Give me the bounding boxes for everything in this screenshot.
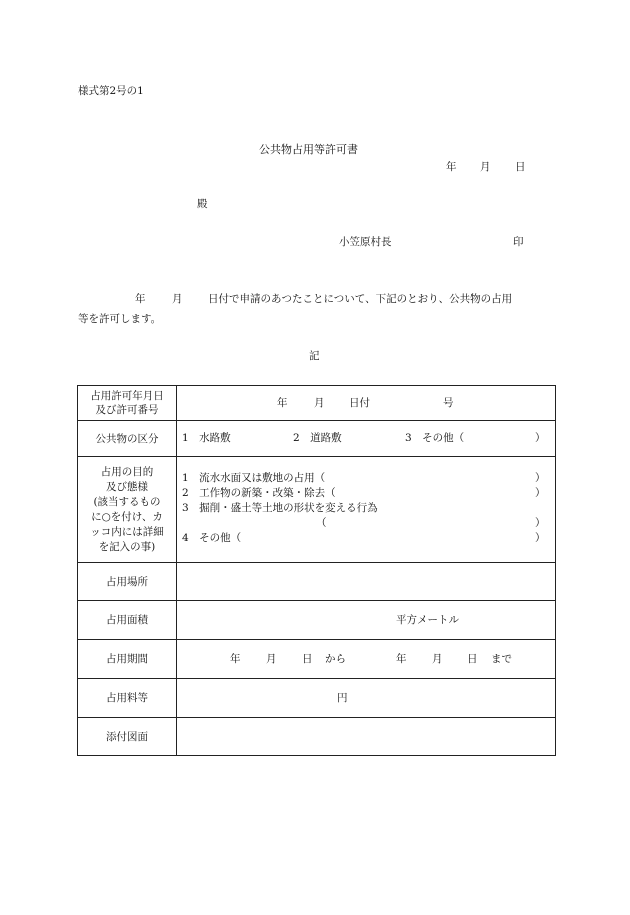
body-text-rest: 日付で申請のあつたことについて、下記のとおり、公共物の占用 — [208, 293, 513, 305]
category-option-2: 2 道路敷 — [293, 432, 342, 444]
value-purpose[interactable] — [177, 457, 556, 563]
header-date-year: 年 — [446, 161, 457, 173]
value-area[interactable] — [177, 601, 556, 640]
period-from: から — [325, 653, 346, 665]
label-period: 占用期間 — [78, 640, 177, 679]
label-permit-date-line1: 占用許可年月日 — [90, 390, 164, 402]
category-close-paren: ） — [535, 432, 546, 444]
body-year: 年 — [135, 293, 146, 305]
period-end-year: 年 — [396, 653, 407, 665]
value-public-category[interactable] — [177, 421, 556, 457]
period-end-month: 月 — [432, 653, 443, 665]
label-purpose-line: を記入の事) — [98, 540, 156, 553]
label-purpose-line: ッコ内には詳細 — [90, 525, 164, 538]
row-permit-date — [78, 386, 556, 421]
label-purpose-line: に○を付け、カ — [91, 510, 163, 523]
row-location — [78, 563, 556, 601]
purpose-item-4: 4 その他（ — [182, 532, 242, 544]
value-period[interactable] — [177, 640, 556, 679]
permit-year: 年 — [277, 397, 288, 409]
fee-unit: 円 — [337, 692, 348, 704]
value-permit-date[interactable] — [177, 386, 556, 421]
area-unit: 平方メートル — [396, 614, 459, 626]
purpose-item-1-close: ） — [535, 472, 546, 484]
label-area: 占用面積 — [78, 601, 177, 640]
label-purpose-line: 及び態様 — [106, 480, 148, 493]
label-location: 占用場所 — [78, 563, 177, 601]
label-public-category: 公共物の区分 — [78, 421, 177, 457]
period-end-day: 日 — [467, 653, 478, 665]
purpose-item-4-close: ） — [535, 532, 546, 544]
seal-mark: 印 — [513, 236, 524, 248]
label-permit-date — [78, 386, 177, 421]
value-location[interactable] — [177, 563, 556, 601]
period-start-year: 年 — [230, 653, 241, 665]
permit-month: 月 — [314, 397, 325, 409]
value-attachment[interactable] — [177, 718, 556, 756]
row-purpose — [78, 457, 556, 563]
label-purpose — [78, 457, 177, 563]
permit-day-date: 日付 — [349, 397, 370, 409]
row-attachment — [78, 718, 556, 756]
document-title: 公共物占用等許可書 — [259, 143, 358, 156]
row-fee — [78, 679, 556, 718]
purpose-item-3-close: ） — [535, 517, 546, 529]
form-id: 様式第2号の1 — [78, 85, 144, 97]
label-permit-date-line2: 及び許可番号 — [95, 404, 159, 416]
permit-number: 号 — [443, 397, 454, 409]
purpose-item-2-close: ） — [535, 487, 546, 499]
row-public-category — [78, 421, 556, 457]
purpose-item-3-open: （ — [316, 517, 327, 529]
header-date-day: 日 — [515, 161, 526, 173]
label-purpose-line: (該当するもの — [93, 495, 161, 508]
body-text-line2: 等を許可します。 — [78, 313, 162, 325]
label-fee: 占用料等 — [78, 679, 177, 718]
label-purpose-line: 占用の目的 — [100, 465, 154, 478]
category-option-1: 1 水路敷 — [182, 432, 231, 444]
ki-heading: 記 — [309, 350, 320, 362]
addressee-suffix: 殿 — [197, 198, 208, 210]
body-month: 月 — [172, 293, 183, 305]
label-attachment: 添付図面 — [78, 718, 177, 756]
header-date-month: 月 — [480, 161, 491, 173]
category-option-3: 3 その他（ — [405, 432, 465, 444]
purpose-item-2: 2 工作物の新築・改築・除去（ — [182, 487, 336, 499]
permit-table — [77, 385, 556, 756]
issuer-name: 小笠原村長 — [339, 236, 392, 248]
row-area — [78, 601, 556, 640]
purpose-item-3: 3 掘削・盛土等土地の形状を変える行為 — [182, 502, 378, 514]
row-period — [78, 640, 556, 679]
period-to: まで — [491, 653, 512, 665]
purpose-item-1: 1 流水水面又は敷地の占用（ — [182, 472, 326, 484]
period-start-month: 月 — [266, 653, 277, 665]
value-fee[interactable] — [177, 679, 556, 718]
period-start-day: 日 — [302, 653, 313, 665]
